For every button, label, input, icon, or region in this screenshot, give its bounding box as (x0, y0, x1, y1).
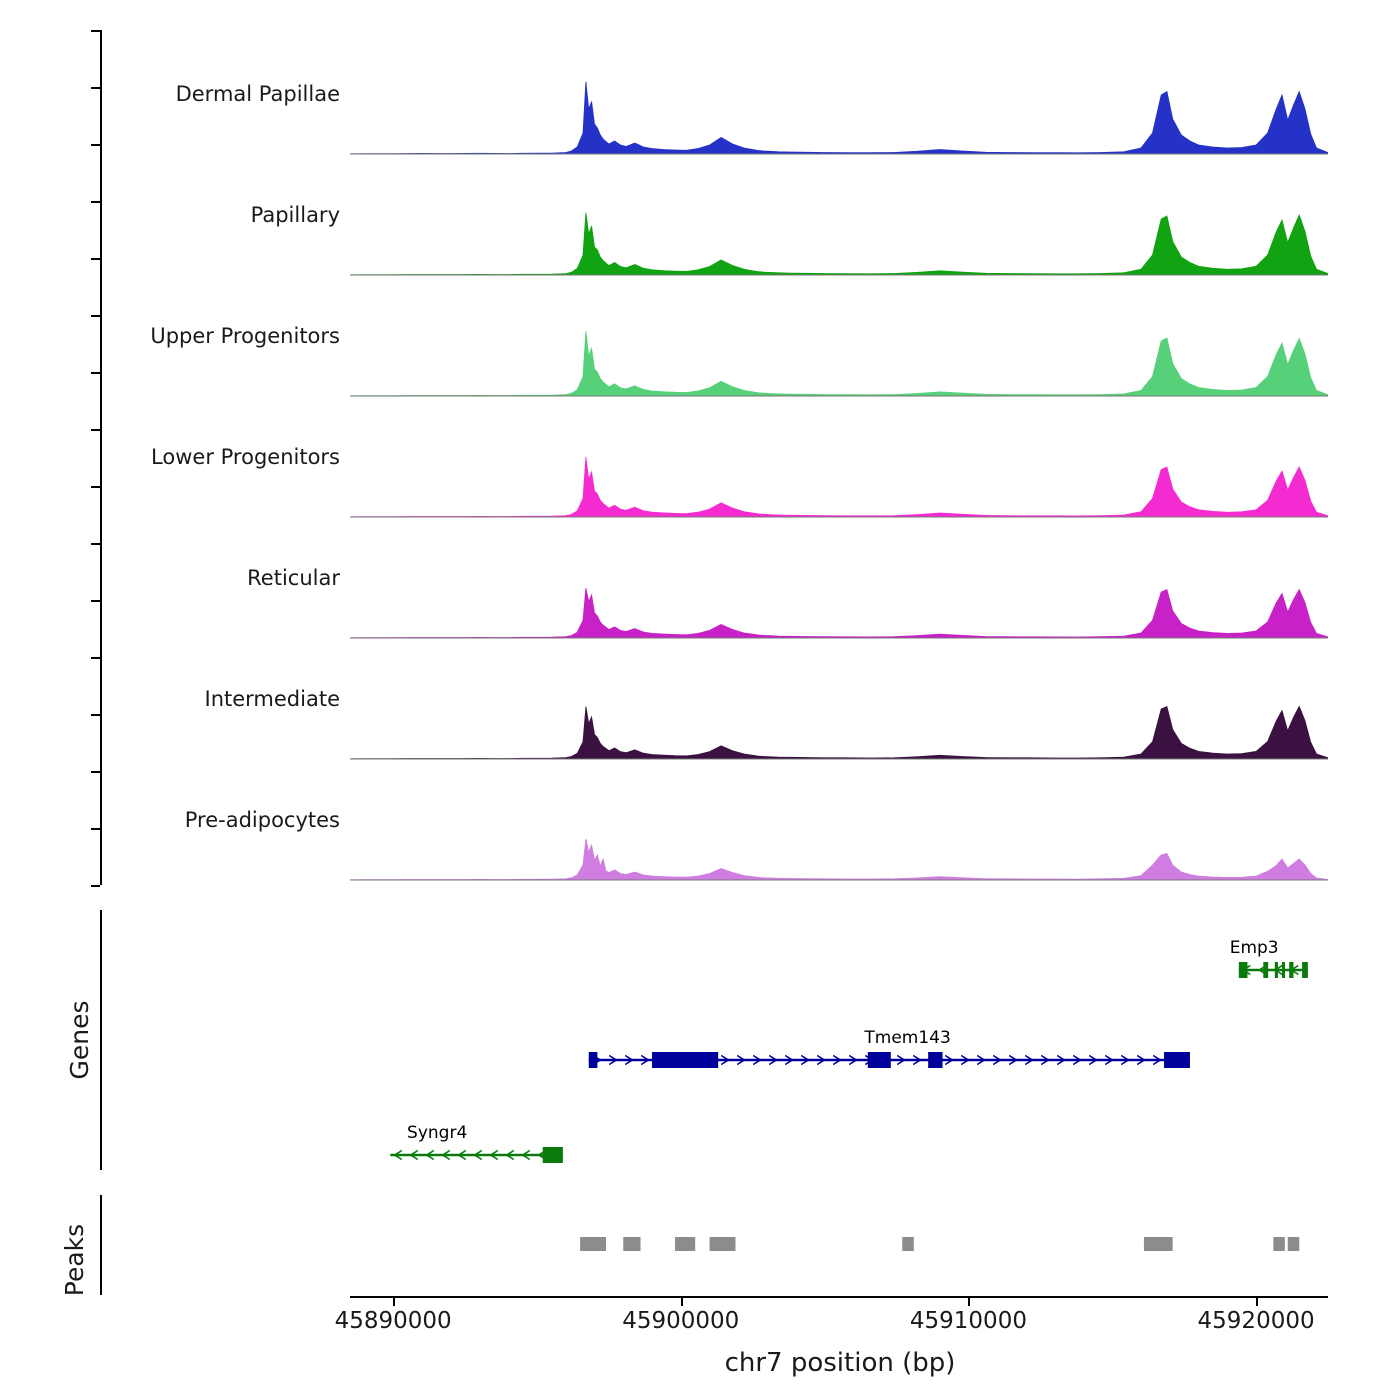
gene-exon (1275, 962, 1278, 978)
gene-exon (1263, 962, 1268, 978)
gene-label-tmem143: Tmem143 (864, 1028, 951, 1048)
peak-region (580, 1237, 606, 1251)
signal-axis-tick (91, 429, 100, 431)
gene-exon (543, 1147, 563, 1163)
signal-track-reticular (350, 544, 1328, 644)
track-label-upper-progenitors: Upper Progenitors (150, 324, 340, 348)
signal-track-intermediate (350, 665, 1328, 765)
x-axis-tick (393, 1298, 395, 1306)
x-axis-tick-label: 45910000 (909, 1308, 1027, 1334)
gene-exon (1239, 962, 1248, 978)
track-label-dermal-papillae: Dermal Papillae (175, 82, 340, 106)
signal-axis-tick (91, 828, 100, 830)
peak-region (1273, 1237, 1285, 1251)
signal-axis-tick (91, 657, 100, 659)
signal-axis-tick (91, 543, 100, 545)
x-axis-tick-label: 45890000 (334, 1308, 452, 1334)
gene-exon (868, 1052, 891, 1068)
gene-exon (589, 1052, 598, 1068)
signal-axis-tick (91, 714, 100, 716)
signal-axis-tick (91, 201, 100, 203)
track-label-papillary: Papillary (250, 203, 340, 227)
x-axis-tick-label: 45920000 (1197, 1308, 1315, 1334)
x-axis-tick (1256, 1298, 1258, 1306)
signal-track-dermal-papillae (350, 60, 1328, 160)
x-axis-line (350, 1296, 1328, 1298)
x-axis-tick (968, 1298, 970, 1306)
gene-exon (1164, 1052, 1190, 1068)
signal-axis-tick (91, 144, 100, 146)
peak-region (1144, 1237, 1173, 1251)
y-axis-label (10, 0, 70, 160)
peak-region (623, 1237, 640, 1251)
signal-axis-tick (91, 258, 100, 260)
signal-axis-tick (91, 486, 100, 488)
signal-axis-tick (91, 600, 100, 602)
genes-axis-label: Genes (65, 1000, 94, 1080)
track-label-reticular: Reticular (247, 566, 340, 590)
peak-region (1288, 1237, 1300, 1251)
signal-axis-tick (91, 30, 100, 32)
signal-axis-tick (91, 771, 100, 773)
x-axis-label: chr7 position (bp) (724, 1348, 956, 1378)
signal-track-pre-adipocytes (350, 786, 1328, 886)
gene-exon (1282, 962, 1285, 978)
signal-axis-tick (91, 372, 100, 374)
signal-track-lower-progenitors (350, 423, 1328, 523)
gene-exon (1302, 962, 1308, 978)
gene-label-emp3: Emp3 (1229, 938, 1279, 958)
signal-axis-tick (91, 87, 100, 89)
signal-axis-tick (91, 315, 100, 317)
signal-track-papillary (350, 181, 1328, 281)
x-axis-tick-label: 45900000 (622, 1308, 740, 1334)
gene-exon (1289, 962, 1293, 978)
peak-region (675, 1237, 695, 1251)
track-label-lower-progenitors: Lower Progenitors (151, 445, 340, 469)
peak-region (710, 1237, 736, 1251)
gene-label-syngr4: Syngr4 (407, 1123, 468, 1143)
peaks-axis-label: Peaks (60, 1223, 89, 1297)
x-axis-tick (681, 1298, 683, 1306)
signal-axis-spine (100, 30, 102, 885)
signal-axis-tick (91, 885, 100, 887)
peak-region (902, 1237, 914, 1251)
gene-exon (652, 1052, 718, 1068)
gene-exon (928, 1052, 942, 1068)
genes-axis-spine (100, 910, 102, 1170)
genes-panel (350, 910, 1330, 1190)
peaks-panel (350, 1225, 1330, 1265)
peaks-axis-spine (100, 1195, 102, 1295)
signal-track-upper-progenitors (350, 302, 1328, 402)
track-label-intermediate: Intermediate (204, 687, 340, 711)
track-label-pre-adipocytes: Pre-adipocytes (184, 808, 340, 832)
